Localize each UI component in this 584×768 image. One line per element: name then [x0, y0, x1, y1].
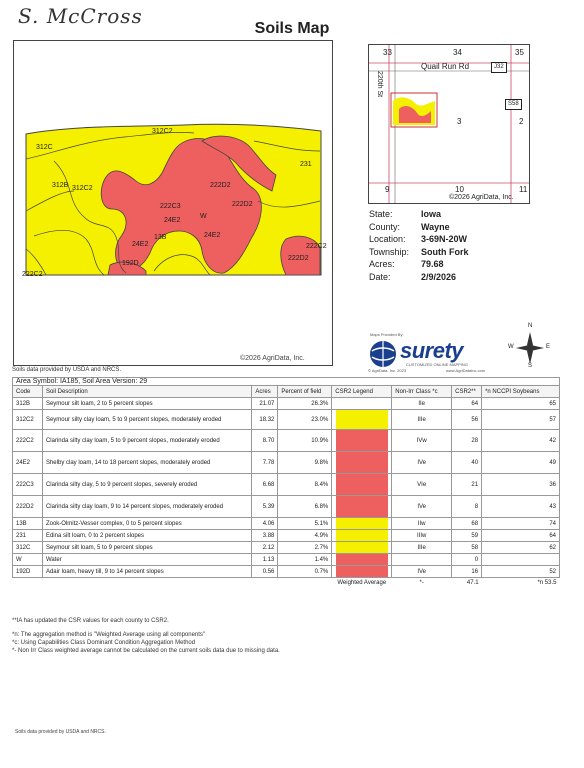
cell-desc: Adair loam, heavy till, 9 to 14 percent slopes — [42, 566, 251, 578]
cell-desc: Seymour silty clay loam, 5 to 9 percent slopes, moderately eroded — [42, 410, 251, 430]
cell-nccpi: 62 — [482, 542, 560, 554]
weighted-nccpi: *n 53.5 — [537, 580, 557, 587]
csr2-legend-cell — [332, 496, 392, 518]
surety-wordmark: surety — [400, 338, 464, 363]
route-shield: S58 — [505, 99, 522, 110]
cell-desc: Seymour silt loam, 2 to 5 percent slopes — [42, 398, 251, 410]
road-label-vertical: 220th St — [376, 71, 383, 98]
compass-s: S — [528, 363, 533, 369]
map-label: 222C3 — [160, 203, 181, 210]
col-header: Acres — [252, 386, 278, 398]
table-row — [13, 452, 560, 474]
legend-swatch — [336, 554, 388, 565]
col-header: CSR2 Legend — [332, 386, 392, 398]
cell-desc: Zook-Olmitz-Vesser complex, 0 to 5 percent slopes — [42, 518, 251, 530]
section-number: 9 — [385, 185, 390, 194]
maps-provided-by: Maps Provided By: — [370, 332, 404, 337]
cell-acres: 21.07 — [252, 398, 278, 410]
legend-swatch — [336, 496, 388, 517]
globe-icon — [368, 339, 398, 369]
soils-map[interactable] — [13, 40, 333, 366]
csr2-legend-cell — [332, 398, 392, 410]
section-number: 10 — [455, 185, 464, 194]
legend-swatch — [336, 410, 388, 429]
cell-acres: 4.06 — [252, 518, 278, 530]
weighted-average-row — [13, 578, 560, 589]
surety-url: www.AgriDataInc.com — [446, 368, 486, 373]
source-note-top: Soils data provided by USDA and NRCS. — [12, 367, 122, 373]
cell-code: 192D — [13, 566, 43, 578]
cell-cls: IIIe — [392, 542, 452, 554]
map-label: 222C2 — [306, 243, 327, 250]
cell-pct: 8.4% — [278, 474, 332, 496]
legend-swatch — [336, 474, 388, 495]
route-shield: J32 — [491, 62, 507, 73]
info-value-county: Wayne — [421, 221, 450, 232]
footnote: *n: The aggregation method is "Weighted Average using all components" — [12, 632, 206, 638]
csr2-legend-cell — [332, 518, 392, 530]
csr2-legend-cell — [332, 530, 392, 542]
map-label: 312C — [36, 144, 53, 151]
cell-code: 312B — [13, 398, 43, 410]
section-number: 11 — [519, 185, 528, 194]
cell-desc: Edina silt loam, 0 to 2 percent slopes — [42, 530, 251, 542]
cell-code: 222C3 — [13, 474, 43, 496]
cell-desc: Clarinda silty clay loam, 5 to 9 percent slopes, moderately eroded — [42, 430, 251, 452]
cell-nccpi: 64 — [482, 530, 560, 542]
cell-code: 222D2 — [13, 496, 43, 518]
map-label: W — [200, 213, 207, 220]
cell-desc: Clarinda silty clay, 5 to 9 percent slopes, severely eroded — [42, 474, 251, 496]
csr2-legend-cell — [332, 542, 392, 554]
csr2-legend-cell — [332, 410, 392, 430]
cell-acres: 0.56 — [252, 566, 278, 578]
weighted-average-label: Weighted Average — [337, 580, 387, 587]
footnote: **IA has updated the CSR values for each county to CSR2. — [12, 618, 169, 624]
info-value-state: Iowa — [421, 209, 442, 220]
cell-acres: 1.13 — [252, 554, 278, 566]
cell-pct: 0.7% — [278, 566, 332, 578]
compass-n: N — [528, 323, 533, 329]
source-note-bottom: Soils data provided by USDA and NRCS. — [15, 729, 106, 735]
property-info — [369, 208, 469, 283]
cell-csr2: 16 — [452, 566, 482, 578]
csr2-legend-cell — [332, 474, 392, 496]
info-key: County: — [369, 221, 401, 232]
info-value-acres: 79.68 — [421, 259, 444, 270]
cell-pct: 10.9% — [278, 430, 332, 452]
cell-csr2: 64 — [452, 398, 482, 410]
map-label: 13B — [154, 234, 167, 241]
map-label: 222D2 — [232, 201, 253, 208]
table-row — [13, 518, 560, 530]
cell-pct: 6.8% — [278, 496, 332, 518]
table-row — [13, 542, 560, 554]
weighted-class: *- — [419, 580, 424, 587]
cell-pct: 1.4% — [278, 554, 332, 566]
section-number: 3 — [457, 117, 462, 126]
area-symbol: Area Symbol: IA185, Soil Area Version: 29 — [13, 378, 560, 386]
cell-code: 231 — [13, 530, 43, 542]
csr2-legend-cell — [332, 452, 392, 474]
location-map[interactable] — [368, 44, 530, 204]
weighted-csr2: 47.1 — [466, 580, 479, 587]
legend-swatch — [336, 518, 388, 529]
map-label: 222D2 — [210, 182, 231, 189]
table-row — [13, 398, 560, 410]
cell-csr2: 58 — [452, 542, 482, 554]
road-label: Quail Run Rd — [421, 62, 470, 71]
cell-code: 222C2 — [13, 430, 43, 452]
cell-pct: 23.0% — [278, 410, 332, 430]
cell-pct: 5.1% — [278, 518, 332, 530]
cell-nccpi: 36 — [482, 474, 560, 496]
cell-acres: 18.32 — [252, 410, 278, 430]
footnotes — [12, 617, 280, 655]
cell-cls: VIe — [392, 474, 452, 496]
map-label: 192D — [122, 260, 139, 267]
table-row — [13, 430, 560, 452]
section-number: 2 — [519, 117, 524, 126]
col-header: CSR2** — [452, 386, 482, 398]
cell-csr2: 56 — [452, 410, 482, 430]
info-value-location: 3-69N-20W — [421, 234, 468, 245]
cell-nccpi: 49 — [482, 452, 560, 474]
table-row — [13, 410, 560, 430]
col-header: Soil Description — [42, 386, 251, 398]
location-map-copyright: ©2026 AgriData, Inc. — [449, 194, 514, 201]
cell-desc: Clarinda silty clay loam, 9 to 14 percent slopes, moderately eroded — [42, 496, 251, 518]
handwritten-note: S. McCross — [18, 4, 143, 28]
cell-code: 312C2 — [13, 410, 43, 430]
csr2-legend-cell — [332, 554, 392, 566]
legend-swatch — [336, 430, 388, 451]
cell-nccpi: 57 — [482, 410, 560, 430]
info-key: Location: — [369, 234, 406, 245]
map-label: 222C2 — [22, 271, 43, 278]
cell-csr2: 21 — [452, 474, 482, 496]
compass-w: W — [508, 344, 514, 350]
cell-cls — [392, 554, 452, 566]
cell-csr2: 68 — [452, 518, 482, 530]
map-label: 24E2 — [204, 232, 221, 239]
surety-logo — [366, 332, 500, 374]
cell-nccpi — [482, 554, 560, 566]
cell-nccpi: 65 — [482, 398, 560, 410]
legend-swatch — [336, 530, 388, 541]
cell-cls: IIe — [392, 398, 452, 410]
cell-cls: IVe — [392, 496, 452, 518]
section-number: 35 — [515, 48, 524, 57]
compass-e: E — [546, 344, 551, 350]
table-row — [13, 566, 560, 578]
cell-cls: IVe — [392, 452, 452, 474]
cell-pct: 4.9% — [278, 530, 332, 542]
cell-code: 312C — [13, 542, 43, 554]
surety-copyright: © AgriData, Inc. 2023 — [368, 368, 407, 373]
cell-nccpi: 42 — [482, 430, 560, 452]
map-label: 24E2 — [164, 217, 181, 224]
map-label: 222D2 — [288, 255, 309, 262]
cell-csr2: 8 — [452, 496, 482, 518]
surety-tagline: CUSTOMIZED ONLINE MAPPING — [406, 362, 468, 367]
cell-cls: IIw — [392, 518, 452, 530]
section-number: 34 — [453, 48, 462, 57]
cell-code: 13B — [13, 518, 43, 530]
info-value-date: 2/9/2026 — [421, 271, 457, 282]
cell-nccpi: 52 — [482, 566, 560, 578]
info-key: Date: — [369, 271, 391, 282]
cell-desc: Water — [42, 554, 251, 566]
cell-csr2: 0 — [452, 554, 482, 566]
col-header: Non-Irr Class *c — [392, 386, 452, 398]
cell-cls: IVe — [392, 566, 452, 578]
legend-swatch — [336, 452, 388, 473]
table-row — [13, 554, 560, 566]
legend-swatch — [336, 566, 388, 577]
cell-nccpi: 74 — [482, 518, 560, 530]
soils-table — [12, 377, 560, 589]
map-label: 312B — [52, 182, 69, 189]
legend-swatch — [336, 542, 388, 553]
col-header: Code — [13, 386, 43, 398]
map-label: 24E2 — [132, 241, 149, 248]
cell-csr2: 28 — [452, 430, 482, 452]
cell-desc: Seymour silt loam, 5 to 9 percent slopes — [42, 542, 251, 554]
cell-desc: Shelby clay loam, 14 to 18 percent slopes, moderately eroded — [42, 452, 251, 474]
cell-acres: 7.78 — [252, 452, 278, 474]
cell-pct: 9.8% — [278, 452, 332, 474]
legend-swatch — [336, 398, 388, 409]
cell-pct: 26.3% — [278, 398, 332, 410]
cell-cls: IIIw — [392, 530, 452, 542]
table-row — [13, 496, 560, 518]
footnote: *- Non Irr Class weighted average cannot be calculated on the current soils data due to missing data. — [12, 648, 280, 654]
info-key: Township: — [369, 246, 410, 257]
table-header-row — [13, 386, 560, 398]
cell-acres: 3.88 — [252, 530, 278, 542]
cell-acres: 6.68 — [252, 474, 278, 496]
table-row — [13, 530, 560, 542]
map-copyright: ©2026 AgriData, Inc. — [240, 355, 305, 362]
map-label: 231 — [300, 161, 312, 168]
info-key: Acres: — [369, 259, 395, 270]
cell-acres: 8.70 — [252, 430, 278, 452]
col-header: *n NCCPI Soybeans — [482, 386, 560, 398]
cell-nccpi: 43 — [482, 496, 560, 518]
map-label: 312C2 — [152, 128, 173, 135]
cell-pct: 2.7% — [278, 542, 332, 554]
cell-csr2: 40 — [452, 452, 482, 474]
csr2-legend-cell — [332, 566, 392, 578]
compass-rose — [508, 323, 551, 370]
section-number: 33 — [383, 48, 392, 57]
cell-cls: IIIe — [392, 410, 452, 430]
info-value-township: South Fork — [421, 246, 469, 257]
cell-code: 24E2 — [13, 452, 43, 474]
table-row — [13, 474, 560, 496]
spacer-cell — [13, 578, 332, 589]
col-header: Percent of field — [278, 386, 332, 398]
info-key: State: — [369, 209, 393, 220]
cell-acres: 2.12 — [252, 542, 278, 554]
page-title: Soils Map — [254, 20, 330, 37]
cell-code: W — [13, 554, 43, 566]
cell-csr2: 59 — [452, 530, 482, 542]
cell-acres: 5.39 — [252, 496, 278, 518]
map-label: 312C2 — [72, 185, 93, 192]
csr2-legend-cell — [332, 430, 392, 452]
footnote: *c: Using Capabilities Class Dominant Condition Aggregation Method — [12, 640, 196, 646]
cell-cls: IVw — [392, 430, 452, 452]
